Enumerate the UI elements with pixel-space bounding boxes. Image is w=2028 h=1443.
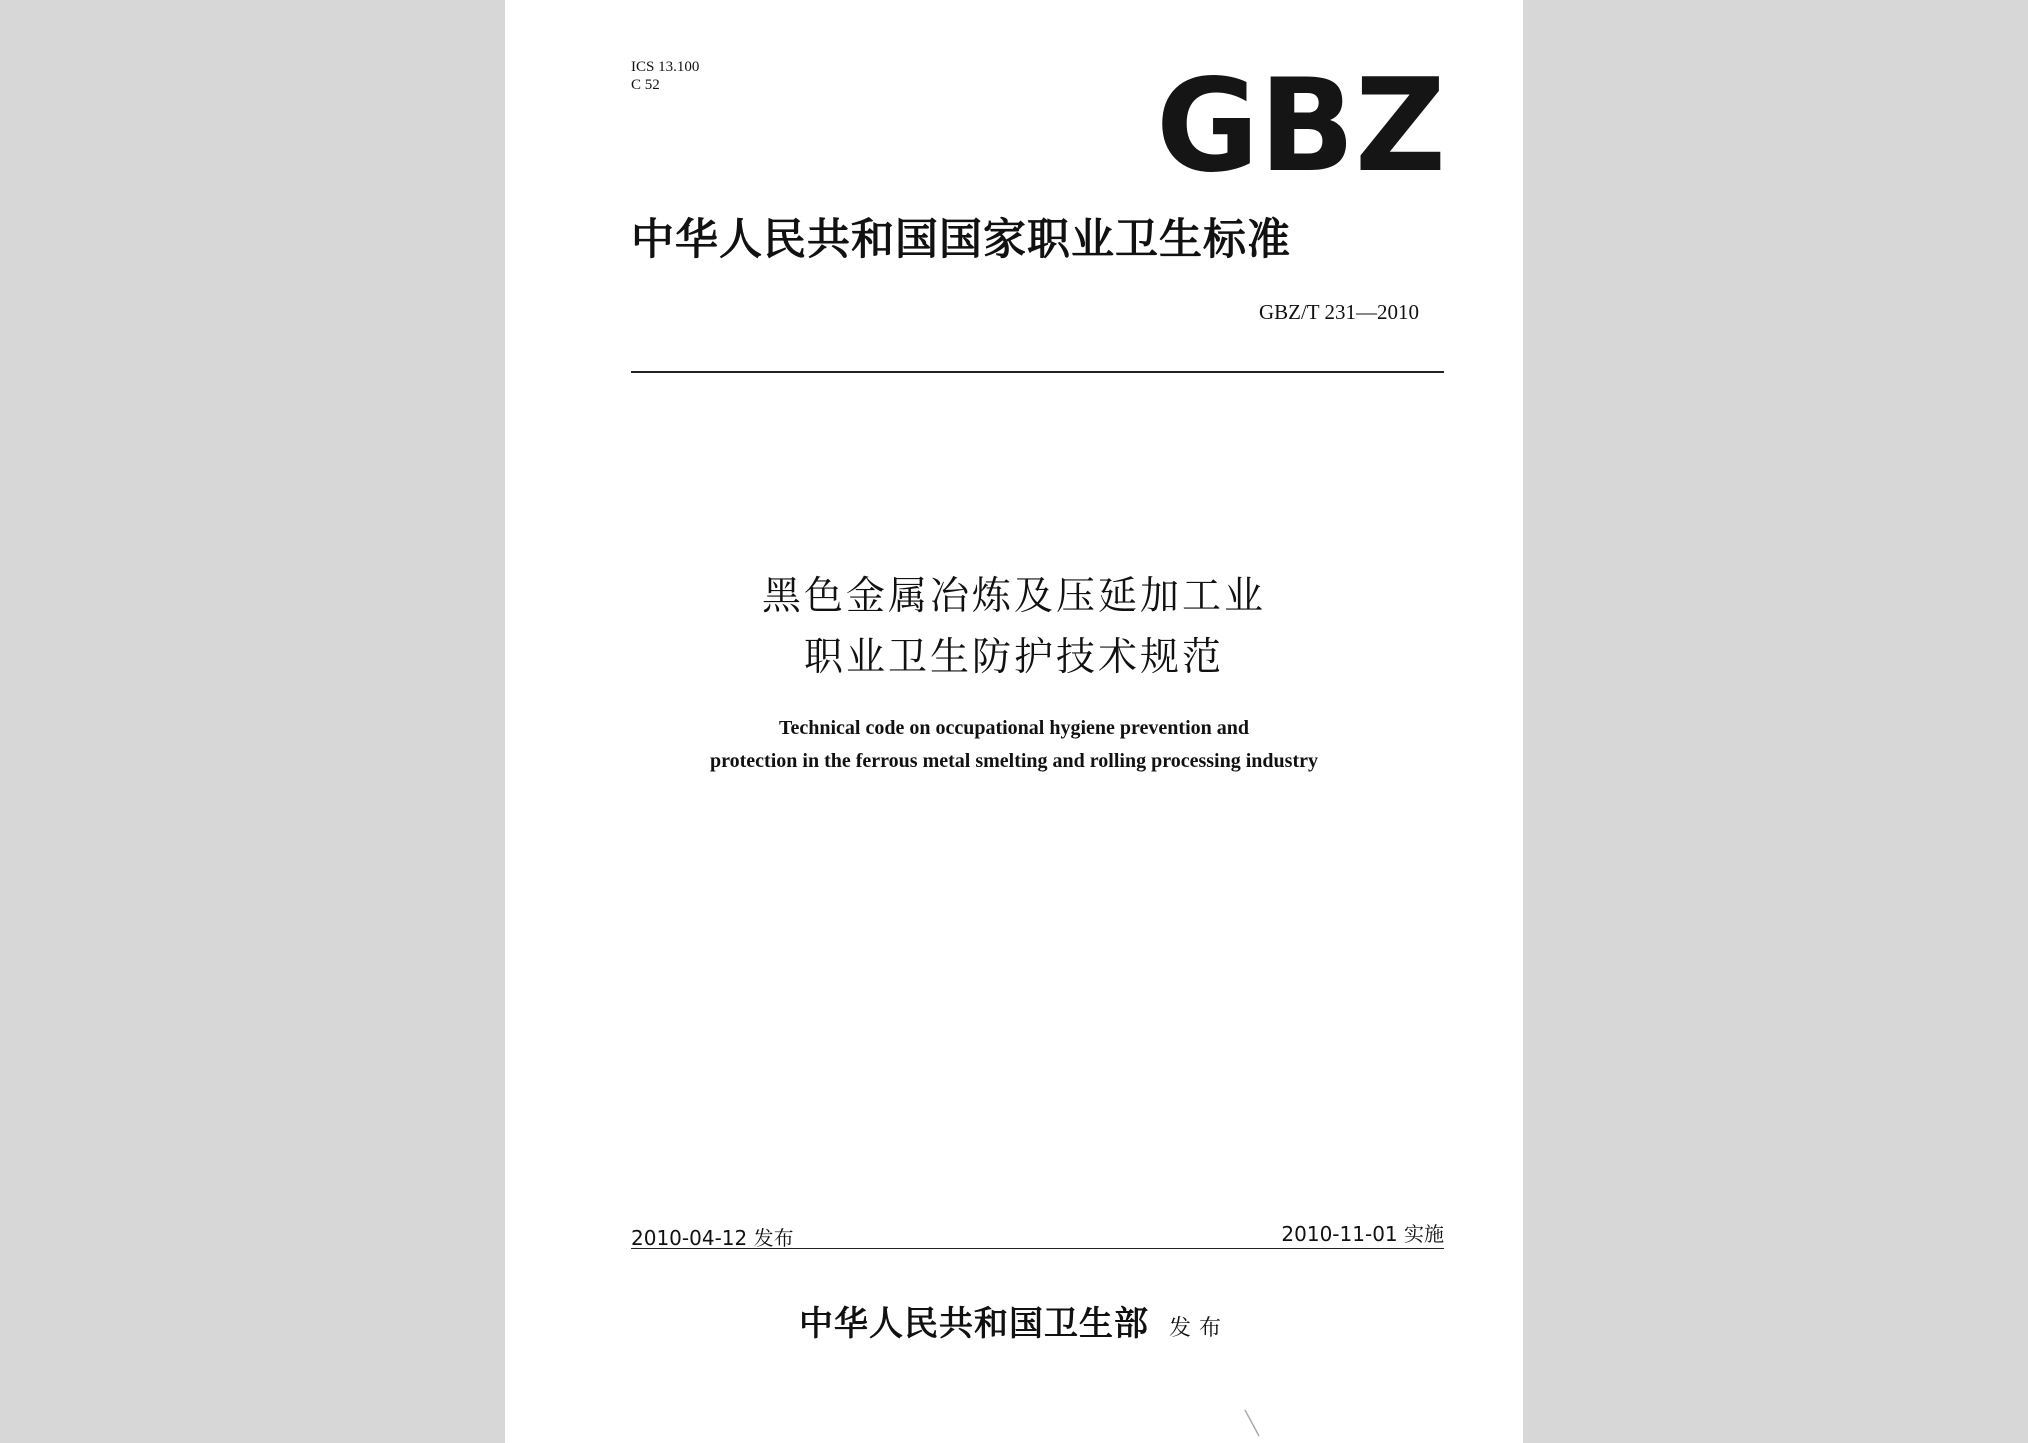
chinese-title-line-2: 职业卫生防护技术规范 [803,635,1224,680]
standard-number: GBZ/T 231—2010 [1258,300,1419,324]
ccs-code: C 52 [631,77,660,93]
chinese-title-line-1: 黑色金属冶炼及压延加工业 [761,574,1266,619]
publisher-line [505,1296,1523,1345]
implementation-date: 2010-11-01 实施 [1281,1222,1444,1246]
header-divider [631,371,1444,373]
classification-codes [631,58,699,94]
publisher-name: 中华人民共和国卫生部 [798,1304,1149,1344]
gbz-logo-text: GBZ [1156,70,1446,176]
scan-mark [1242,1408,1262,1438]
english-title-line-1: Technical code on occupational hygiene prevention and [778,717,1250,739]
date-divider [631,1248,1444,1249]
english-title-line-2: protection in the ferrous metal smelting and rolling processing industry [710,750,1318,772]
gbz-logo [1155,70,1447,176]
publisher-action: 发布 [1168,1316,1229,1341]
document-page [505,0,1523,1443]
issue-date: 2010-04-12 发布 [631,1226,794,1250]
ics-code: ICS 13.100 [631,59,700,75]
standard-category-title: 中华人民共和国国家职业卫生标准 [631,215,1291,265]
